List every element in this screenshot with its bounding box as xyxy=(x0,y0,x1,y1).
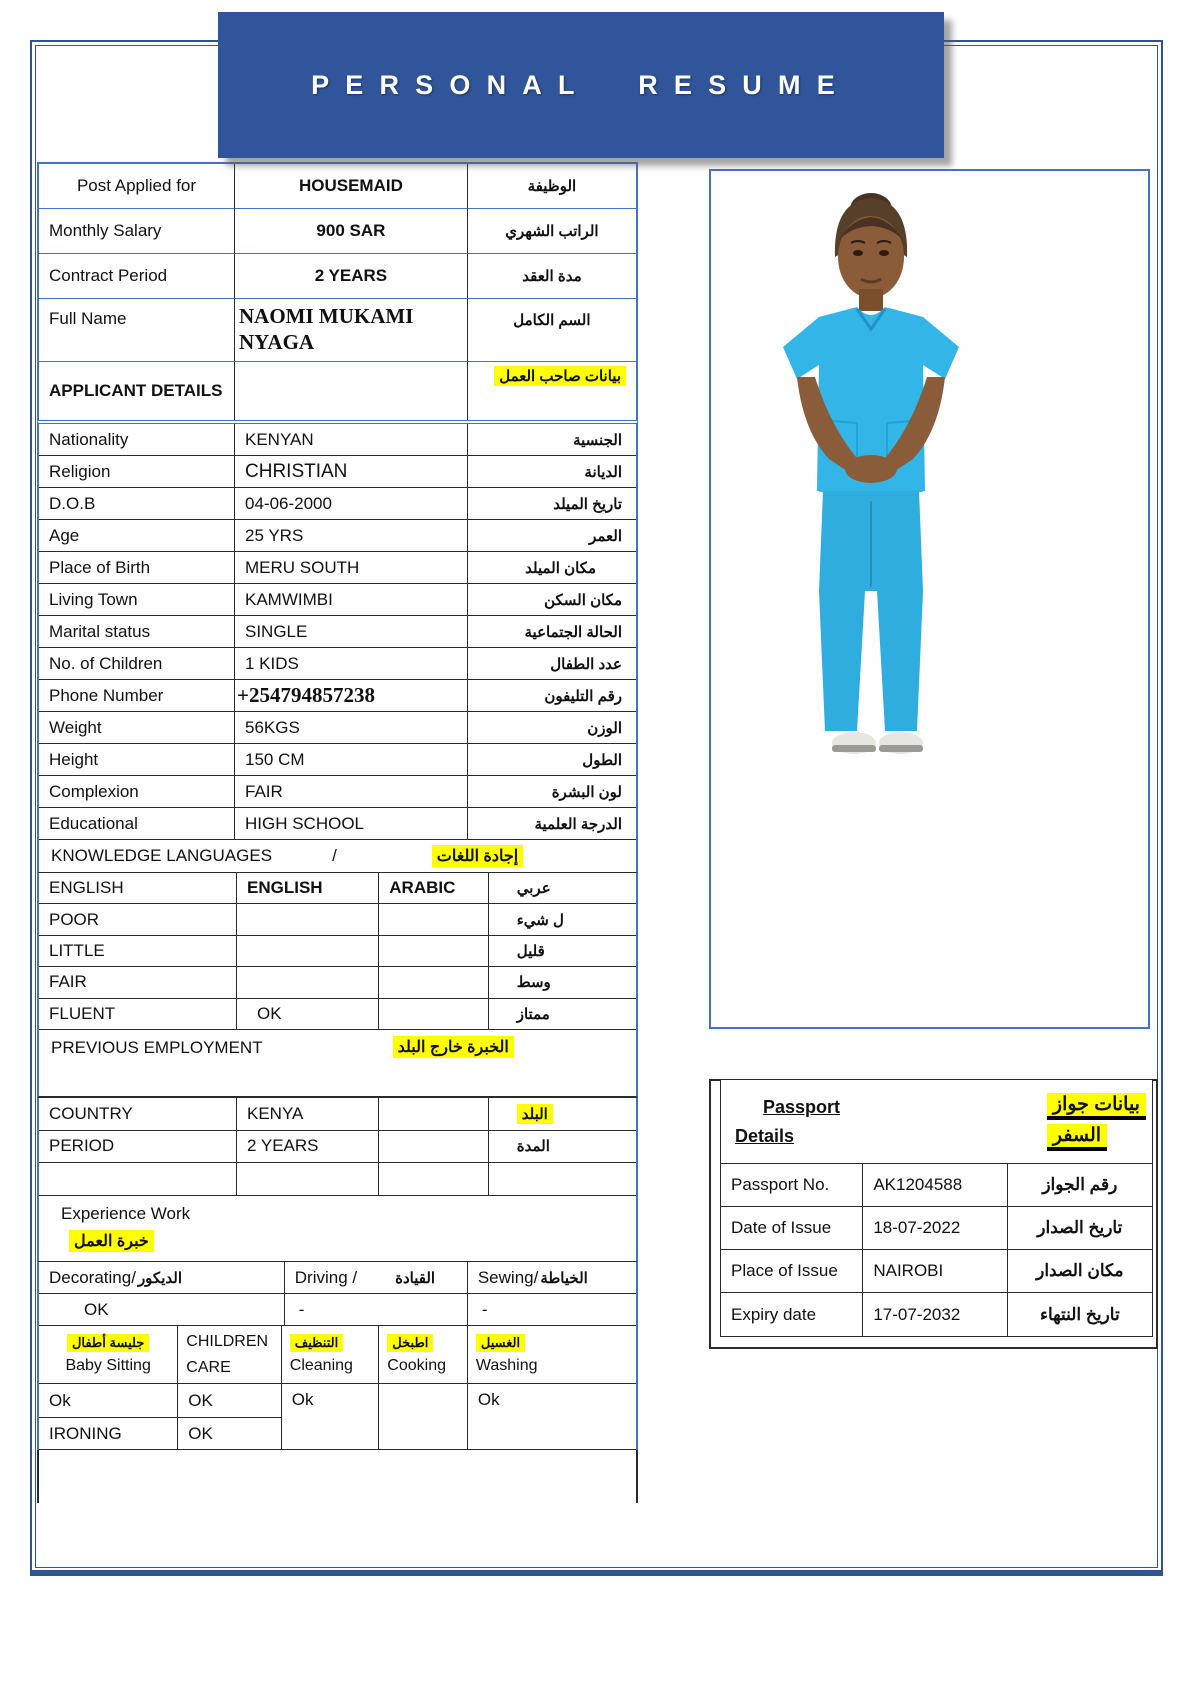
highlighted-arabic-label: البلد xyxy=(517,1104,553,1124)
highlighted-arabic-label: الخبرة خارج البلد xyxy=(393,1036,514,1058)
skill-header-baby-sitting xyxy=(39,1326,178,1384)
skill-header-cooking xyxy=(379,1326,468,1384)
field-value: SINGLE xyxy=(235,616,468,648)
column-header-arabic-text: عربي xyxy=(489,873,636,904)
field-label: Living Town xyxy=(39,584,235,616)
highlighted-arabic-label: إجادة اللغات xyxy=(432,845,523,867)
field-value: MERU SOUTH xyxy=(235,552,468,584)
empty-cell xyxy=(379,1098,488,1131)
field-label-arabic: السم الكامل xyxy=(468,299,636,362)
field-value: AK1204588 xyxy=(863,1164,1007,1207)
field-label: No. of Children xyxy=(39,648,235,680)
language-level-label: FLUENT xyxy=(39,999,237,1030)
table-left-edge-line xyxy=(37,1450,39,1503)
passport-title-line2: Details xyxy=(735,1125,795,1146)
field-label: Full Name xyxy=(39,299,235,362)
skill-value: Ok xyxy=(39,1384,178,1418)
language-level-english xyxy=(237,936,379,967)
highlighted-arabic-label: السفر xyxy=(1047,1124,1107,1151)
skill-header-en: Decorating/ xyxy=(49,1267,136,1287)
passport-title xyxy=(727,1097,840,1147)
field-label-arabic: عدد الطفال xyxy=(468,648,636,680)
language-level-english: OK xyxy=(237,999,379,1030)
passport-title-arabic xyxy=(1047,1093,1146,1151)
empty-cell xyxy=(39,1163,237,1196)
field-label-arabic: تاريخ الصدار xyxy=(1008,1207,1152,1250)
table-right-edge-line xyxy=(636,1450,638,1503)
field-value: 1 KIDS xyxy=(235,648,468,680)
field-label-arabic: رقم الجواز xyxy=(1008,1164,1152,1207)
skill-header-ar: الخياطة xyxy=(540,1269,588,1287)
skill-header-en: CHILDREN CARE xyxy=(186,1332,269,1376)
language-level-arabic xyxy=(379,904,488,935)
empty-cell xyxy=(237,1163,379,1196)
page-title: PERSONAL RESUME xyxy=(311,69,851,100)
previous-employment-row xyxy=(37,1030,638,1098)
column-header-arabic: ARABIC xyxy=(379,873,488,904)
section-label: Experience Work xyxy=(61,1204,191,1223)
field-value: FAIR xyxy=(235,776,468,808)
field-value: 150 CM xyxy=(235,744,468,776)
field-label-arabic: مدة العقد xyxy=(468,254,636,299)
language-level-arabic-text: قليل xyxy=(489,936,636,967)
skills-grid-table xyxy=(37,1326,638,1450)
field-label: Nationality xyxy=(39,424,235,456)
skill-header-en: Washing xyxy=(475,1357,538,1374)
passport-title-line1: Passport xyxy=(763,1096,841,1117)
highlighted-arabic-label: بيانات جواز xyxy=(1047,1093,1146,1120)
skill-value: Ok xyxy=(282,1384,380,1450)
field-value: 56KGS xyxy=(235,712,468,744)
field-label-arabic xyxy=(489,1098,636,1131)
skill-header-en: Driving / xyxy=(294,1267,358,1287)
field-label: Marital status xyxy=(39,616,235,648)
empty-cell xyxy=(379,1163,488,1196)
language-level-arabic xyxy=(379,967,488,998)
field-label-arabic xyxy=(468,362,636,420)
highlighted-arabic-label: جليسة أطفال xyxy=(67,1334,149,1352)
column-header-english: ENGLISH xyxy=(237,873,379,904)
phone-number-value: +254794857238 xyxy=(235,680,468,712)
skill-value-decorating: OK xyxy=(39,1294,285,1326)
field-value: 17-07-2032 xyxy=(863,1293,1007,1336)
field-value: KAMWIMBI xyxy=(235,584,468,616)
applicant-photo-frame xyxy=(709,169,1150,1029)
field-label-arabic: الدرجة العلمية xyxy=(468,808,636,840)
skill-header-ar: الديكور xyxy=(137,1269,182,1287)
field-label: Religion xyxy=(39,456,235,488)
applicant-photo xyxy=(711,171,1148,1027)
skill-value-driving: - xyxy=(285,1294,468,1326)
field-label-arabic: مكان الميلد xyxy=(468,552,636,584)
skill-value: Ok xyxy=(468,1384,636,1450)
skill-header-driving xyxy=(285,1262,468,1294)
field-label: Place of Birth xyxy=(39,552,235,584)
field-label-arabic: مكان السكن xyxy=(468,584,636,616)
field-label: D.O.B xyxy=(39,488,235,520)
skill-value-sewing: - xyxy=(468,1294,636,1326)
skills-top-table xyxy=(37,1262,638,1326)
field-label-arabic: الجنسية xyxy=(468,424,636,456)
language-level-label: FAIR xyxy=(39,967,237,998)
skill-label-ironing: IRONING xyxy=(39,1418,178,1450)
field-label: Weight xyxy=(39,712,235,744)
language-level-english xyxy=(237,904,379,935)
field-label-arabic: رقم التليفون xyxy=(468,680,636,712)
highlighted-arabic-label: بيانات صاحب العمل xyxy=(494,366,626,386)
field-label: Contract Period xyxy=(39,254,235,299)
skill-header-en: Cleaning xyxy=(289,1357,353,1374)
skill-header-decorating xyxy=(39,1262,285,1294)
field-label: Monthly Salary xyxy=(39,209,235,254)
section-label: PREVIOUS EMPLOYMENT xyxy=(51,1038,263,1057)
field-label-arabic: تاريخ الميلد xyxy=(468,488,636,520)
field-label-arabic: الوزن xyxy=(468,712,636,744)
skill-header-en: Cooking xyxy=(387,1357,446,1374)
field-label: Passport No. xyxy=(721,1164,863,1207)
field-value xyxy=(235,362,468,420)
language-level-label: POOR xyxy=(39,904,237,935)
skill-header-sewing xyxy=(468,1262,636,1294)
full-name-value: NAOMI MUKAMI NYAGA xyxy=(235,299,468,362)
languages-table xyxy=(37,873,638,1030)
skill-header-en: Sewing/ xyxy=(477,1267,539,1287)
field-value: HIGH SCHOOL xyxy=(235,808,468,840)
field-label: Age xyxy=(39,520,235,552)
language-row-label: ENGLISH xyxy=(39,873,237,904)
field-value: 25 YRS xyxy=(235,520,468,552)
empty-cell xyxy=(379,1131,488,1164)
skill-value xyxy=(379,1384,468,1450)
field-label: Height xyxy=(39,744,235,776)
skill-header-en: Baby Sitting xyxy=(65,1357,151,1374)
highlighted-arabic-label: التنظيف xyxy=(290,1334,343,1352)
field-label-arabic: الطول xyxy=(468,744,636,776)
employment-table xyxy=(37,1098,638,1196)
skill-header-ar: القيادة xyxy=(395,1269,436,1287)
field-value: 18-07-2022 xyxy=(863,1207,1007,1250)
field-label-arabic: المدة xyxy=(489,1131,636,1164)
language-level-arabic-text: وسط xyxy=(489,967,636,998)
field-label: Date of Issue xyxy=(721,1207,863,1250)
language-level-label: LITTLE xyxy=(39,936,237,967)
language-level-arabic-text: ل شيء xyxy=(489,904,636,935)
field-label: Place of Issue xyxy=(721,1250,863,1293)
field-label: COUNTRY xyxy=(39,1098,237,1131)
field-label-arabic: تاريخ النتهاء xyxy=(1039,1304,1120,1324)
highlighted-arabic-label: خبرة العمل xyxy=(69,1230,154,1252)
highlighted-arabic-label: الغسيل xyxy=(476,1334,525,1352)
field-label-arabic: الديانة xyxy=(468,456,636,488)
field-label: Expiry date xyxy=(721,1293,863,1336)
slash-separator: / xyxy=(332,846,337,865)
field-label: Educational xyxy=(39,808,235,840)
language-level-arabic-text: ممتاز xyxy=(489,999,636,1030)
language-level-arabic xyxy=(379,936,488,967)
field-label-arabic: الحالة الجتماعية xyxy=(468,616,636,648)
field-label: PERIOD xyxy=(39,1131,237,1164)
language-level-arabic xyxy=(379,999,488,1030)
passport-table xyxy=(720,1079,1153,1337)
knowledge-languages-row xyxy=(37,840,638,873)
field-label: Post Applied for xyxy=(39,164,235,209)
field-value: 04-06-2000 xyxy=(235,488,468,520)
empty-cell xyxy=(489,1163,636,1196)
field-label-arabic: لون البشرة xyxy=(468,776,636,808)
field-value: KENYAN xyxy=(235,424,468,456)
field-value: CHRISTIAN xyxy=(235,456,468,488)
field-label-arabic: الراتب الشهري xyxy=(468,209,636,254)
highlighted-arabic-label: اطبخل xyxy=(387,1334,433,1352)
field-value: KENYA xyxy=(237,1098,379,1131)
field-value: HOUSEMAID xyxy=(235,164,468,209)
language-level-english xyxy=(237,967,379,998)
field-value: NAIROBI xyxy=(863,1250,1007,1293)
skill-value: OK xyxy=(178,1418,281,1450)
field-label-arabic: مكان الصدار xyxy=(1008,1250,1152,1293)
passport-header xyxy=(721,1080,1152,1164)
skill-header-children-care xyxy=(178,1326,281,1384)
field-label-arabic: الوظيفة xyxy=(468,164,636,209)
section-label: KNOWLEDGE LANGUAGES xyxy=(51,846,273,865)
skill-header-washing xyxy=(468,1326,636,1384)
title-banner xyxy=(218,12,944,158)
skill-value: OK xyxy=(178,1384,281,1418)
section-label-applicant-details: APPLICANT DETAILS xyxy=(39,362,235,420)
applicant-top-table xyxy=(37,162,638,420)
experience-work-header xyxy=(37,1196,638,1262)
field-label: Complexion xyxy=(39,776,235,808)
field-value: 2 YEARS xyxy=(237,1131,379,1164)
applicant-details-table xyxy=(37,420,638,840)
field-label-arabic: العمر xyxy=(468,520,636,552)
field-value: 2 YEARS xyxy=(235,254,468,299)
field-value: 900 SAR xyxy=(235,209,468,254)
skill-header-cleaning xyxy=(282,1326,380,1384)
field-label: Phone Number xyxy=(39,680,235,712)
